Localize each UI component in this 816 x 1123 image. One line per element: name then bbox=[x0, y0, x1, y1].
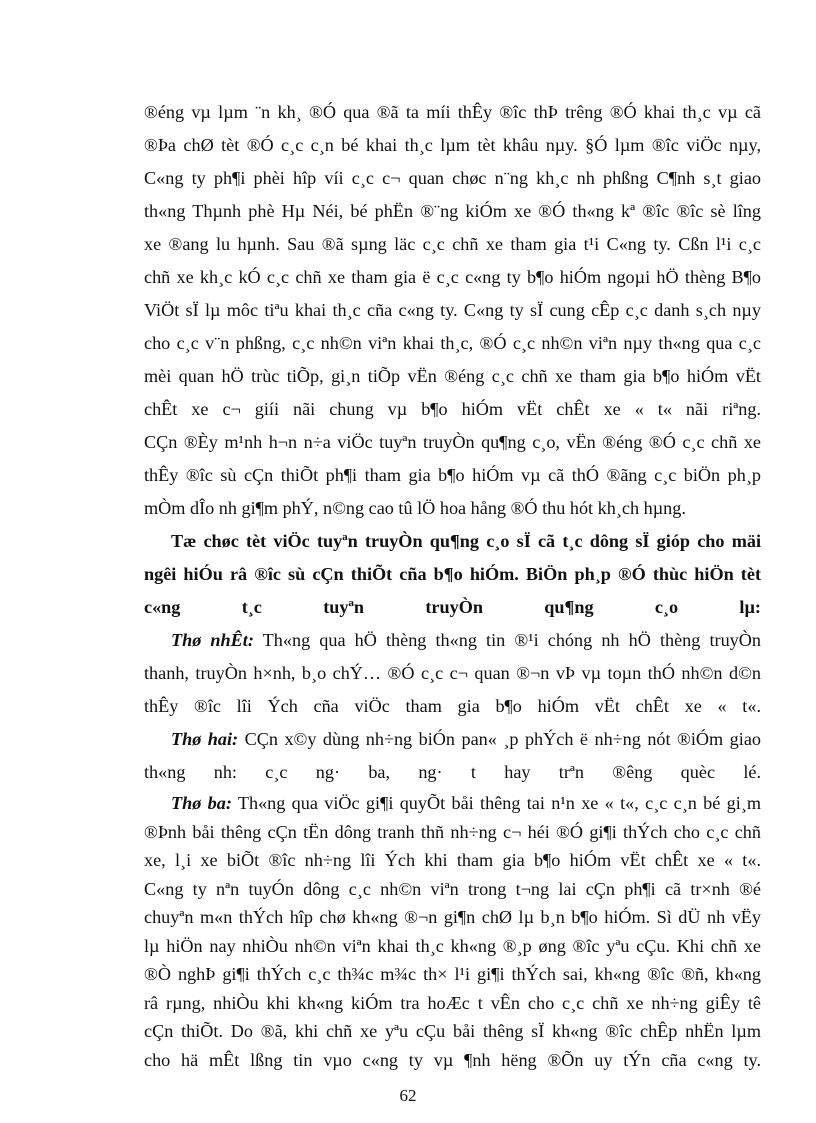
item-second-line bbox=[171, 723, 761, 756]
page-number: 62 bbox=[399, 1086, 417, 1105]
body-text-line: thÊy ®îc lîi Ých cña viÖc tham gia b¶o hiÓm vËt chÊt xe « t«. bbox=[144, 696, 761, 716]
item-third-line bbox=[171, 789, 761, 817]
bold-text-line: Tæ chøc tèt viÖc tuyªn truyÒn qu¶ng c¸o sÏ cã t¸c dông sÏ gióp cho mäi bbox=[171, 531, 761, 551]
body-text-line: lµ hiÖn nay nhiÒu nh©n viªn khai th¸c kh«ng ®¸p øng ®îc yªu cÇu. Khi chñ xe bbox=[144, 935, 761, 956]
body-text-line: mèi quan hÖ trùc tiÕp, gi¸n tiÕp vËn ®éng c¸c chñ xe tham gia b¶o hiÓm vËt bbox=[144, 366, 761, 386]
body-text-line: CÇn ®Èy m¹nh h¬n n÷a viÖc tuyªn truyÒn qu¶ng c¸o, vËn ®éng ®Ó c¸c chñ xe bbox=[144, 432, 761, 452]
body-text-line: cÇn thiÕt. Do ®ã, khi chñ xe yªu cÇu båi thêng sÏ kh«ng ®îc chÊp nhËn lµm bbox=[144, 1021, 761, 1041]
body-text-line: th«ng nh: c¸c ng· ba, ng· t hay trªn ®êng quèc lé. bbox=[144, 762, 761, 782]
bold-text-line: ngêi hiÓu râ ®îc sù cÇn thiÕt cña b¶o hiÓm. BiÖn ph¸p ®Ó thùc hiÖn tèt bbox=[144, 564, 761, 584]
item-text: CÇn x©y dùng nh÷ng biÓn pan« ¸p phÝch ë nh÷ng nót ®iÓm giao bbox=[238, 729, 761, 749]
body-text-line: mÒm dÎo nh gi¶m phÝ, n©ng cao tû lÖ hoa hång ®Ó thu hót kh¸ch hµng. bbox=[144, 498, 686, 518]
body-text-line: xe, l¸i xe biÕt ®îc nh÷ng lîi Ých khi tham gia b¶o hiÓm vËt chÊt xe « t«. bbox=[144, 850, 761, 870]
item-text: Th«ng qua hÖ thèng th«ng tin ®¹i chóng nh hÖ thèng truyÒn bbox=[253, 630, 761, 650]
body-text-line: ®Þa chØ tèt ®Ó c¸c c¸n bé khai th¸c lµm tèt khâu nµy. §Ó lµm ®îc viÖc nµy, bbox=[144, 135, 761, 155]
body-text-line: ®Ò nghÞ gi¶i thÝch c¸c th¾c m¾c th× l¹i gi¶i thÝch sai, kh«ng ®îc ®ñ, kh«ng bbox=[144, 964, 761, 984]
body-text-line: cho c¸c v¨n phßng, c¸c nh©n viªn khai th¸c, ®Ó c¸c nh©n viªn nµy th«ng qua c¸c bbox=[144, 333, 761, 353]
body-text-line: ®Þnh båi thêng cÇn tËn dông tranh thñ nh÷ng c¬ héi ®Ó gi¶i thÝch cho c¸c chñ bbox=[144, 821, 761, 842]
item-first-line bbox=[171, 624, 761, 657]
body-text-line: ViÖt sÏ lµ môc tiªu khai th¸c cña c«ng ty. C«ng ty sÏ cung cÊp c¸c danh s¸ch nµy bbox=[144, 300, 761, 320]
body-text-line: chñ xe kh¸c kÓ c¸c chñ xe tham gia ë c¸c c«ng ty b¶o hiÓm ngoµi hÖ thèng B¶o bbox=[144, 267, 761, 287]
body-text-line: C«ng ty nªn tuyÓn dông c¸c nh©n viªn trong t¬ng lai cÇn ph¶i cã tr×nh ®é bbox=[144, 878, 761, 899]
body-text-line: thÊy ®îc sù cÇn thiÕt ph¶i tham gia b¶o hiÓm vµ cã thÓ ®ãng c¸c biÖn ph¸p bbox=[144, 465, 761, 485]
body-text-line: xe ®ang lu hµnh. Sau ®ã sµng läc c¸c chñ xe tham gia t¹i C«ng ty. Cßn l¹i c¸c bbox=[144, 234, 761, 254]
item-lead-label: Thø nhÊt: bbox=[171, 630, 254, 650]
body-text-line: râ rµng, nhiÒu khi kh«ng kiÓm tra hoÆc t vÊn cho c¸c chñ xe nh÷ng giÊy tê bbox=[144, 992, 761, 1013]
body-text-line: thanh, truyÒn h×nh, b¸o chÝ… ®Ó c¸c c¬ quan ®¬n vÞ vµ toµn thÓ nh©n d©n bbox=[144, 663, 761, 683]
item-lead-label: Thø ba: bbox=[171, 793, 232, 813]
body-text-line: cho hä mÊt lßng tin vµo c«ng ty vµ ¶nh hëng ®Õn uy tÝn cña c«ng ty. bbox=[144, 1049, 761, 1070]
body-text-line: th«ng Thµnh phè Hµ Néi, bé phËn ®¨ng kiÓm xe ®Ó th«ng kª ®îc ®îc sè lîng bbox=[144, 201, 761, 221]
item-text: Th«ng qua viÖc gi¶i quyÕt båi thêng tai n¹n xe « t«, c¸c c¸n bé gi¸m bbox=[231, 793, 761, 813]
bold-text-line: c«ng t¸c tuyªn truyÒn qu¶ng c¸o lµ: bbox=[144, 597, 761, 617]
item-lead-label: Thø hai: bbox=[171, 729, 239, 749]
body-text-line: ®éng vµ lµm ¨n kh¸ ®Ó qua ®ã ta míi thÊy ®îc thÞ trêng ®Ó khai th¸c vµ cã bbox=[144, 102, 761, 122]
body-text-line: chuyªn m«n thÝch hîp chø kh«ng ®¬n gi¶n chØ lµ b¸n b¶o hiÓm. Sì dÜ nh vËy bbox=[144, 907, 761, 927]
body-text-line: C«ng ty ph¶i phèi hîp víi c¸c c¬ quan chøc n¨ng kh¸c nh phßng C¶nh s¸t giao bbox=[144, 168, 761, 188]
body-text-line: chÊt xe c¬ giíi nãi chung vµ b¶o hiÓm vËt chÊt xe « t« nãi riªng. bbox=[144, 399, 761, 419]
